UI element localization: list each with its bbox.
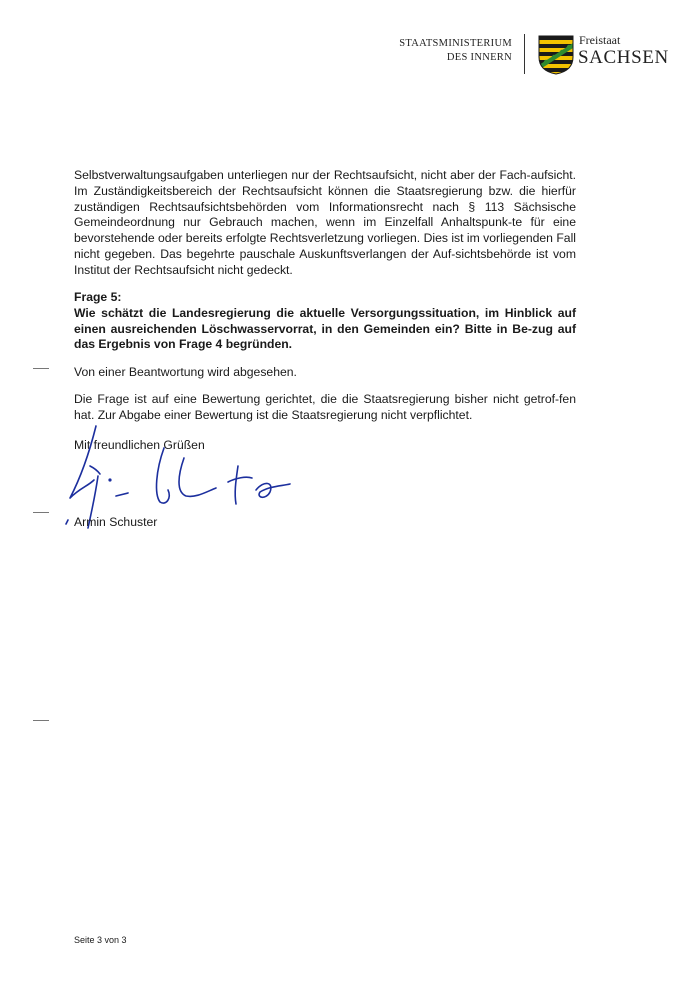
answer-paragraph-2 xyxy=(74,392,576,424)
state-name-big: SACHSEN xyxy=(578,47,669,68)
body-paragraph-1 xyxy=(74,168,576,279)
paragraph-text: Selbstverwaltungsaufgaben unterliegen nur der Rechtsaufsicht, nicht aber der Fach-aufsicht. Im Zuständigkeitsbereich der Rechtsaufsicht können die Staatsregierung bzw. die hierfür zuständigen Rechtsaufsichtsbehörden vom Informationsrecht nach § 113 Sächsische Gemeindeordnung nur Gebrauch machen, wenn im Einzelfall Anhaltspunk-te für eine bevorstehende oder bereits erfolgte Rechtsverletzung vorliegen. Dies ist im vorliegenden Fall nicht gegeben. Das begehrte pauschale Auskunftsverlangen der Auf-sichtsbehörde ist vom Institut der Rechtsaufsicht nicht gedeckt. xyxy=(74,168,576,277)
fold-mark xyxy=(33,368,49,369)
state-name xyxy=(578,34,669,69)
header-divider xyxy=(524,34,525,74)
state-name-small: Freistaat xyxy=(579,33,621,47)
fold-mark xyxy=(33,512,49,513)
punch-mark xyxy=(33,720,49,721)
signer-name: Armin Schuster xyxy=(74,515,158,529)
saxony-coat-of-arms-icon xyxy=(538,35,574,75)
answer-text-1: Von einer Beantwortung wird abgesehen. xyxy=(74,365,297,379)
ministry-line-1: STAATSMINISTERIUM xyxy=(399,38,512,49)
answer-paragraph-1 xyxy=(74,365,576,381)
answer-text-2: Die Frage ist auf eine Bewertung gerichtet, die die Staatsregierung bisher nicht getrof-fen hat. Zur Abgabe einer Bewertung ist die Staatsregierung nicht verpflichtet. xyxy=(74,392,576,422)
ministry-line-2: DES INNERN xyxy=(446,52,512,63)
closing-salutation: Mit freundlichen Grüßen xyxy=(74,438,205,452)
question-text: Wie schätzt die Landesregierung die aktuelle Versorgungssituation, im Hinblick auf einen ausreichenden Löschwasservorrat, in den Gemeinden ein? Bitte in Be-zug auf das Ergebnis von Frage 4 begründen. xyxy=(74,305,576,352)
page-number: Seite 3 von 3 xyxy=(74,935,127,945)
handwritten-signature xyxy=(60,420,310,530)
question-label: Frage 5: xyxy=(74,290,122,304)
question-block xyxy=(74,290,576,353)
ministry-name xyxy=(360,37,512,65)
